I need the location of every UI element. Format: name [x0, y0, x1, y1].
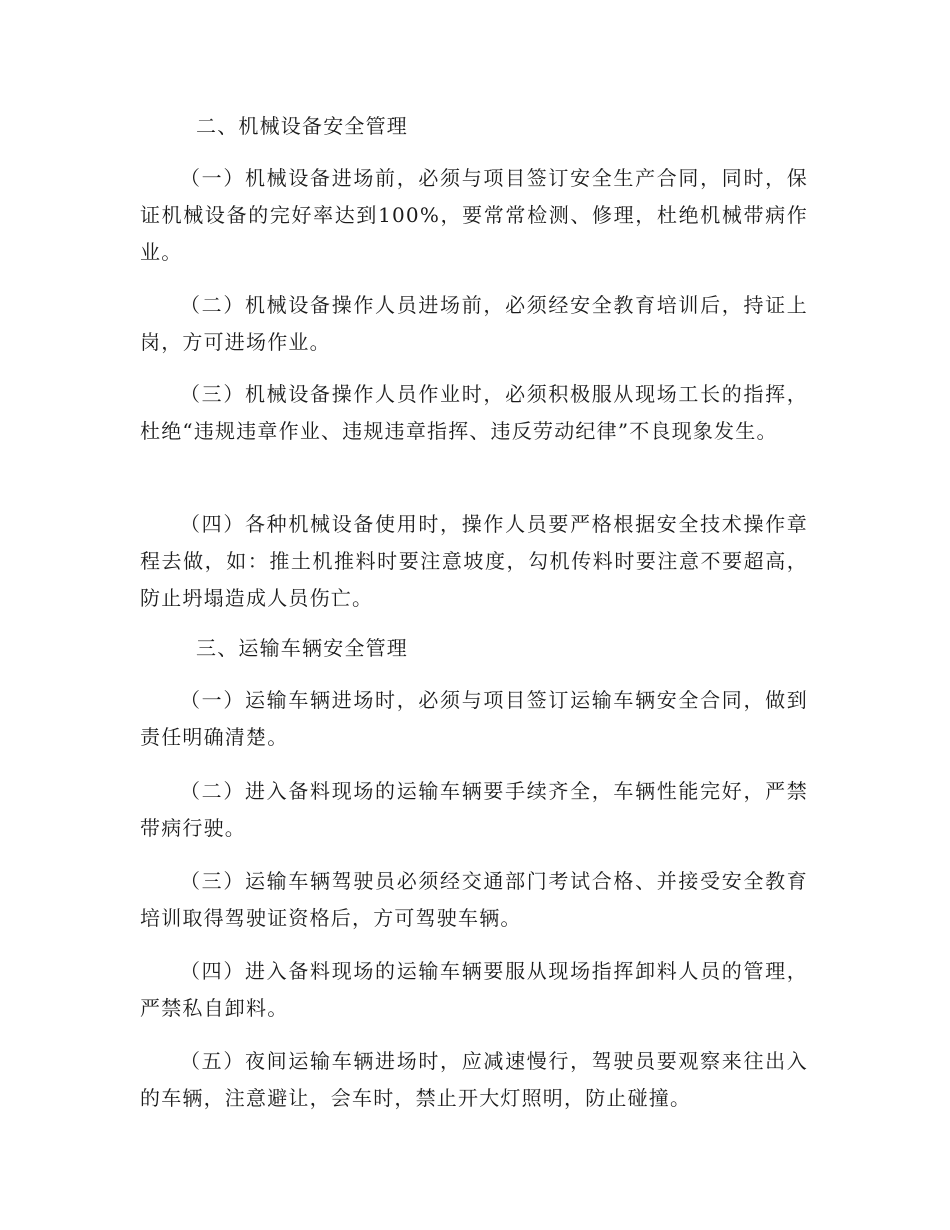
- paragraph-machinery-1: （一）机械设备进场前，必须与项目签订安全生产合同，同时，保证机械设备的完好率达到100%，要常常检测、修理，杜绝机械带病作业。: [140, 166, 808, 264]
- section-heading-transport: 三、运输车辆安全管理: [196, 636, 408, 660]
- paragraph-machinery-2: （二）机械设备操作人员进场前，必须经安全教育培训后，持证上岗，方可进场作业。: [140, 293, 808, 354]
- paragraph-transport-4: （四）进入备料现场的运输车辆要服从现场指挥卸料人员的管理，严禁私自卸料。: [140, 959, 808, 1020]
- section-heading-machinery: 二、机械设备安全管理: [196, 114, 408, 138]
- paragraph-transport-3: （三）运输车辆驾驶员必须经交通部门考试合格、并接受安全教育培训取得驾驶证资格后，方可驾驶车辆。: [140, 869, 808, 930]
- paragraph-machinery-3: （三）机械设备操作人员作业时，必须积极服从现场工长的指挥，杜绝“违规违章作业、违规违章指挥、违反劳动纪律”不良现象发生。: [140, 382, 808, 443]
- paragraph-transport-5: （五）夜间运输车辆进场时，应减速慢行，驾驶员要观察来往出入的车辆，注意避让，会车时，禁止开大灯照明，防止碰撞。: [140, 1049, 808, 1110]
- paragraph-machinery-4: （四）各种机械设备使用时，操作人员要严格根据安全技术操作章程去做，如：推土机推料时要注意坡度，勾机传料时要注意不要超高，防止坍塌造成人员伤亡。: [140, 512, 808, 610]
- paragraph-transport-1: （一）运输车辆进场时，必须与项目签订运输车辆安全合同，做到责任明确清楚。: [140, 688, 808, 749]
- paragraph-transport-2: （二）进入备料现场的运输车辆要手续齐全，车辆性能完好，严禁带病行驶。: [140, 779, 808, 840]
